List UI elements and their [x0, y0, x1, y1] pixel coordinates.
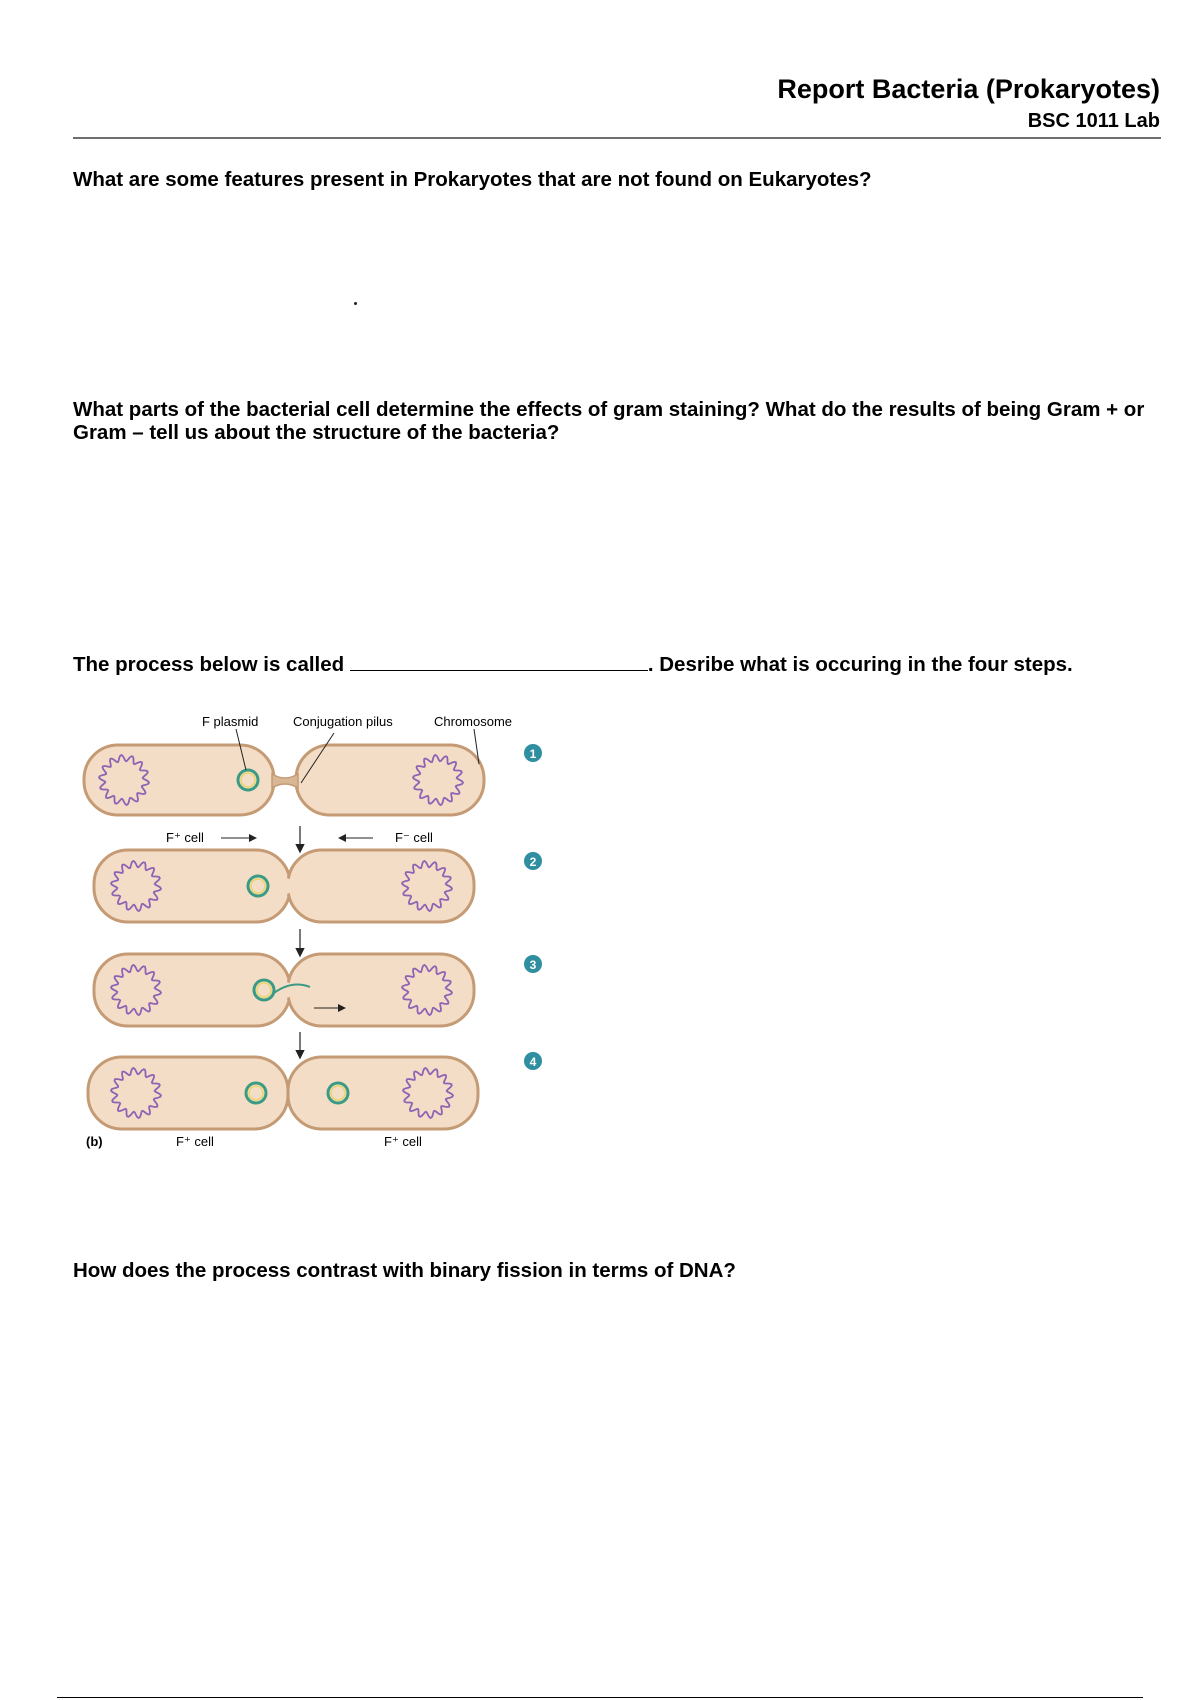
label-f-plasmid: F plasmid [202, 714, 259, 729]
footer-divider [57, 1697, 1143, 1698]
course-subtitle: BSC 1011 Lab [1027, 110, 1160, 132]
svg-text:4: 4 [529, 1055, 537, 1069]
header-divider [73, 137, 1161, 139]
bacterial-cell-6 [288, 954, 474, 1026]
step-badge-2 [524, 852, 542, 870]
label-f-plus-cell-top: F⁺ cell [166, 830, 204, 845]
stray-mark [354, 302, 357, 305]
question-3-lead: The process below is called [73, 653, 350, 676]
bacterial-cell-5 [94, 954, 290, 1026]
label-panel-b: (b) [86, 1134, 103, 1149]
svg-text:1: 1 [529, 747, 537, 761]
svg-text:3: 3 [529, 958, 537, 972]
step-badge-4 [524, 1052, 542, 1070]
report-title: Report Bacteria (Prokaryotes) [777, 74, 1160, 104]
bacterial-cell-3 [94, 850, 290, 922]
label-f-plus-cell-bottom-right: F⁺ cell [384, 1134, 422, 1149]
conjugation-figure [78, 700, 578, 1160]
conjugation-pilus [272, 774, 298, 788]
label-f-plus-cell-bottom-left: F⁺ cell [176, 1134, 214, 1149]
step-badge-3 [524, 955, 542, 973]
label-conjugation-pilus: Conjugation pilus [293, 714, 393, 729]
question-4: How does the process contrast with binary fission in terms of DNA? [73, 1259, 736, 1282]
bacterial-cell-7 [88, 1057, 288, 1129]
label-chromosome: Chromosome [434, 714, 513, 729]
conjugation-diagram [78, 700, 578, 1160]
question-3-tail: . Desribe what is occuring in the four steps. [647, 653, 1073, 676]
label-f-minus-cell-top: F⁻ cell [395, 830, 433, 845]
svg-text:2: 2 [529, 855, 537, 869]
bacterial-cell-2 [296, 745, 484, 815]
step-badge-1 [524, 744, 542, 762]
bacterial-cell-4 [288, 850, 474, 922]
question-2: What parts of the bacterial cell determine the effects of gram staining? What do the results of being Gram + or Gram – tell us about the structure of the bacteria? [73, 398, 1145, 444]
question-1: What are some features present in Prokaryotes that are not found on Eukaryotes? [73, 168, 872, 191]
bacterial-cell-1 [84, 745, 274, 815]
plasmids-group [238, 770, 348, 1103]
question-3 [73, 652, 1163, 676]
answer-blank[interactable] [350, 652, 648, 671]
